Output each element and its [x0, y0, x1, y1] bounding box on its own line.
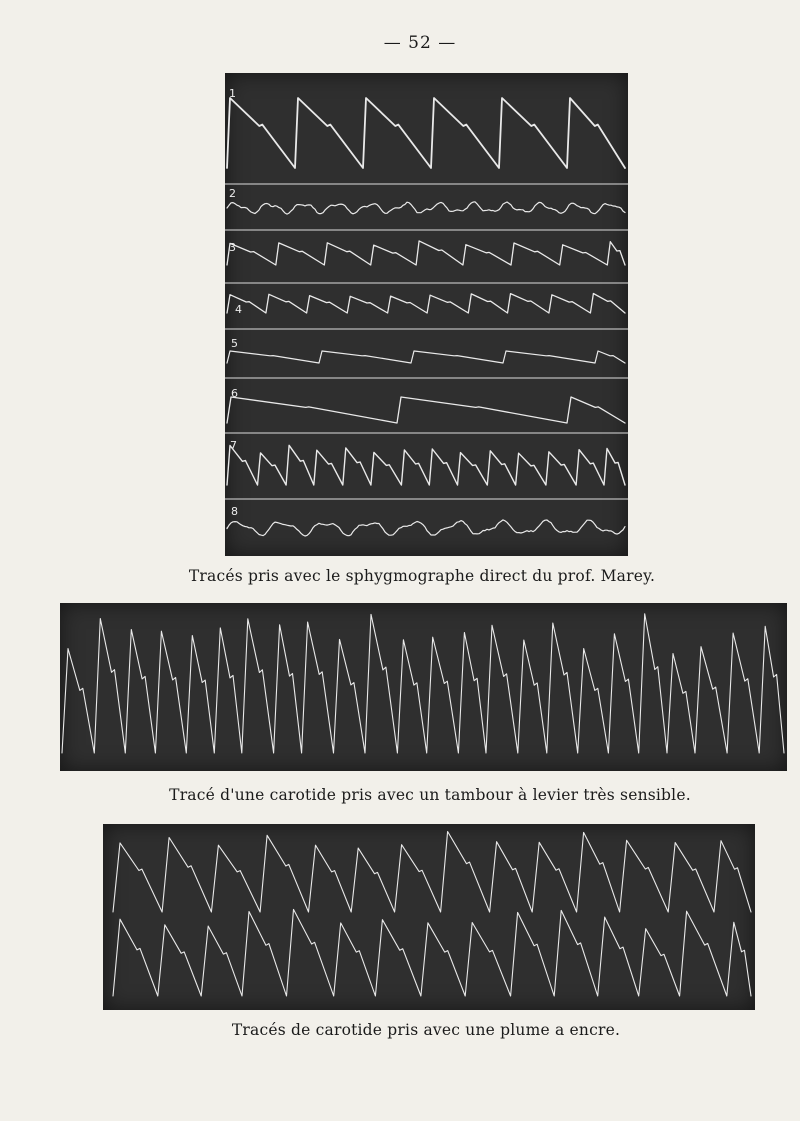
carotid-lever-plate — [60, 603, 787, 771]
figure-caption-carotid-lever: Tracé d'une carotide pris avec un tambour à levier très sensible. — [169, 786, 691, 804]
trace-label-8: 8 — [231, 505, 238, 518]
trace-3 — [227, 241, 625, 265]
trace-8 — [227, 520, 625, 536]
page-number: — 52 — — [383, 33, 457, 53]
trace-label-5: 5 — [231, 337, 238, 350]
figure-caption-sphygmograph: Tracés pris avec le sphygmographe direct du prof. Marey. — [188, 567, 656, 585]
figure-caption-carotid-ink: Tracés de carotide pris avec une plume a encre. — [231, 1021, 621, 1039]
carotid-ink-waveform-lower — [113, 909, 751, 996]
trace-7 — [227, 445, 625, 485]
sphygmograph-plate — [225, 73, 628, 556]
trace-6 — [227, 397, 625, 423]
trace-label-6: 6 — [231, 387, 238, 400]
carotid-lever-trace — [60, 603, 787, 771]
trace-label-1: 1 — [229, 87, 236, 100]
trace-1 — [227, 98, 625, 168]
trace-2 — [227, 202, 625, 214]
trace-label-4: 4 — [235, 303, 242, 316]
carotid-ink-traces — [103, 824, 755, 1010]
sphygmograph-traces — [225, 73, 628, 556]
trace-label-7: 7 — [230, 439, 237, 452]
trace-5 — [227, 351, 625, 363]
carotid-ink-plate — [103, 824, 755, 1010]
trace-label-3: 3 — [229, 241, 236, 254]
trace-label-2: 2 — [229, 187, 236, 200]
carotid-lever-waveform — [62, 614, 784, 753]
trace-4 — [227, 294, 625, 314]
carotid-ink-waveform-upper — [113, 832, 751, 913]
